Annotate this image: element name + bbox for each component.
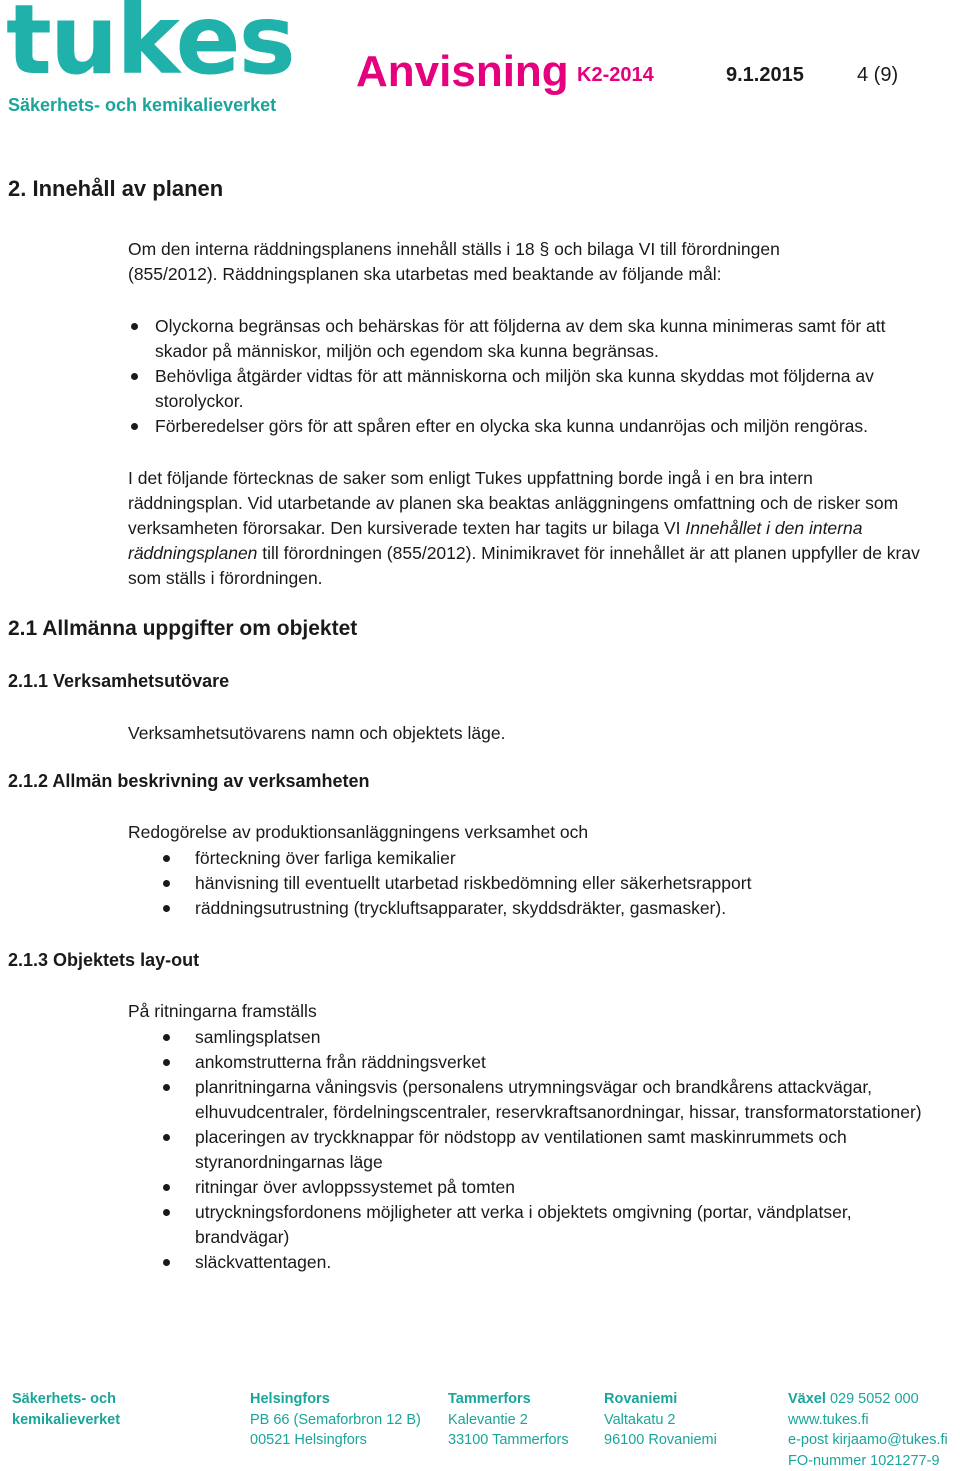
list-item: Olyckorna begränsas och behärskas för att följderna av dem ska kunna minimeras samt för att skador på människor, miljön och egendom ska kunna begränsas.: [128, 314, 928, 364]
logo-subtitle: Säkerhets- och kemikalieverket: [8, 95, 277, 115]
subsection-heading: 2.1 Allmänna uppgifter om objektet: [8, 617, 358, 640]
footer-helsingfors: [250, 1389, 421, 1451]
footer-office-title: Helsingfors: [250, 1391, 330, 1407]
list-item: planritningarna våningsvis (personalens utrymningsvägar och brandkårens attackvägar, elhuvudcentraler, fördelningscentraler, reservkraftsanordningar, hissar, transformatorstationer): [128, 1075, 928, 1125]
footer-business-id: FO-nummer 1021277-9: [788, 1452, 940, 1469]
subsubsection-heading: 2.1.1 Verksamhetsutövare: [8, 671, 230, 691]
footer-tammerfors: [448, 1389, 569, 1451]
subsubsection-heading: 2.1.2 Allmän beskrivning av verksamheten: [8, 771, 370, 791]
footer-phone-label: Växel: [788, 1391, 826, 1407]
footer-org: [12, 1389, 120, 1430]
footer-address: 33100 Tammerfors: [448, 1432, 569, 1448]
paragraph-text: I det följande förtecknas de saker som enligt Tukes uppfattning borde ingå i en bra intern räddningsplan. Vid utarbetande av planen ska beaktas anläggningens omfattning och de risker som verksamheten förorsakar. Den kursiverade texten har tagits ur bilaga VI: [128, 468, 899, 538]
footer-address: 00521 Helsingfors: [250, 1432, 367, 1448]
goals-list: [128, 314, 928, 439]
footer-address: 96100 Rovaniemi: [604, 1432, 717, 1448]
list-item: placeringen av tryckknappar för nödstopp av ventilationen samt maskinrummets och styranordningarnas läge: [128, 1125, 928, 1175]
explanation-paragraph: [128, 466, 928, 591]
layout-text: På ritningarna framställs: [128, 1001, 317, 1021]
list-item: släckvattentagen.: [128, 1250, 928, 1275]
subsubsection-heading: 2.1.3 Objektets lay-out: [8, 950, 200, 970]
footer-address: Kalevantie 2: [448, 1411, 528, 1428]
document-type: Anvisning: [356, 47, 569, 96]
layout-list: [128, 1025, 928, 1275]
list-item: Behövliga åtgärder vidtas för att människorna och miljön ska kunna skyddas mot följderna av storolyckor.: [128, 364, 928, 414]
intro-line-2: (855/2012). Räddningsplanen ska utarbetas med beaktande av följande mål:: [128, 264, 722, 284]
page-number: 4 (9): [857, 64, 899, 86]
tukes-logo: tukes: [6, 0, 294, 96]
footer-website-link[interactable]: www.tukes.fi: [788, 1411, 869, 1428]
operator-text: Verksamhetsutövarens namn och objektets läge.: [128, 723, 506, 743]
list-item: förteckning över farliga kemikalier: [128, 846, 928, 871]
list-item: utryckningsfordonens möjligheter att verka i objektets omgivning (portar, vändplatser, brandvägar): [128, 1200, 928, 1250]
document-date: 9.1.2015: [726, 64, 804, 86]
italic-reference: Innehållet i den interna räddningsplanen: [128, 518, 863, 563]
list-item: ankomstrutterna från räddningsverket: [128, 1050, 928, 1075]
footer-email-link[interactable]: e-post kirjaamo@tukes.fi: [788, 1432, 948, 1448]
intro-paragraph: [128, 237, 928, 287]
activity-list: [128, 846, 928, 921]
intro-line-1: Om den interna räddningsplanens innehåll ställs i 18 § och bilaga VI till förordningen: [128, 239, 780, 259]
footer-org-line: Säkerhets- och: [12, 1391, 116, 1407]
footer-phone: 029 5052 000: [829, 1391, 919, 1407]
footer-rovaniemi: [604, 1389, 717, 1451]
list-item: ritningar över avloppssystemet på tomten: [128, 1175, 928, 1200]
activity-text: Redogörelse av produktionsanläggningens verksamhet och: [128, 822, 589, 842]
document-code: K2-2014: [577, 64, 654, 86]
list-item: Förberedelser görs för att spåren efter en olycka ska kunna undanröjas och miljön rengöras.: [128, 414, 928, 439]
section-heading: 2. Innehåll av planen: [8, 176, 224, 201]
list-item: samlingsplatsen: [128, 1025, 928, 1050]
footer-contact: [788, 1389, 948, 1471]
footer-address: Valtakatu 2: [604, 1411, 676, 1428]
footer-office-title: Tammerfors: [448, 1391, 531, 1407]
list-item: räddningsutrustning (tryckluftsapparater, skyddsdräkter, gasmasker).: [128, 896, 928, 921]
footer-org-line: kemikalieverket: [12, 1411, 121, 1428]
paragraph-text: till förordningen (855/2012). Minimikravet för innehållet är att planen uppfyller de krav som ställs i förordningen.: [128, 543, 920, 588]
list-item: hänvisning till eventuellt utarbetad riskbedömning eller säkerhetsrapport: [128, 871, 928, 896]
footer-office-title: Rovaniemi: [604, 1391, 678, 1407]
footer-address: PB 66 (Semaforbron 12 B): [250, 1411, 421, 1428]
